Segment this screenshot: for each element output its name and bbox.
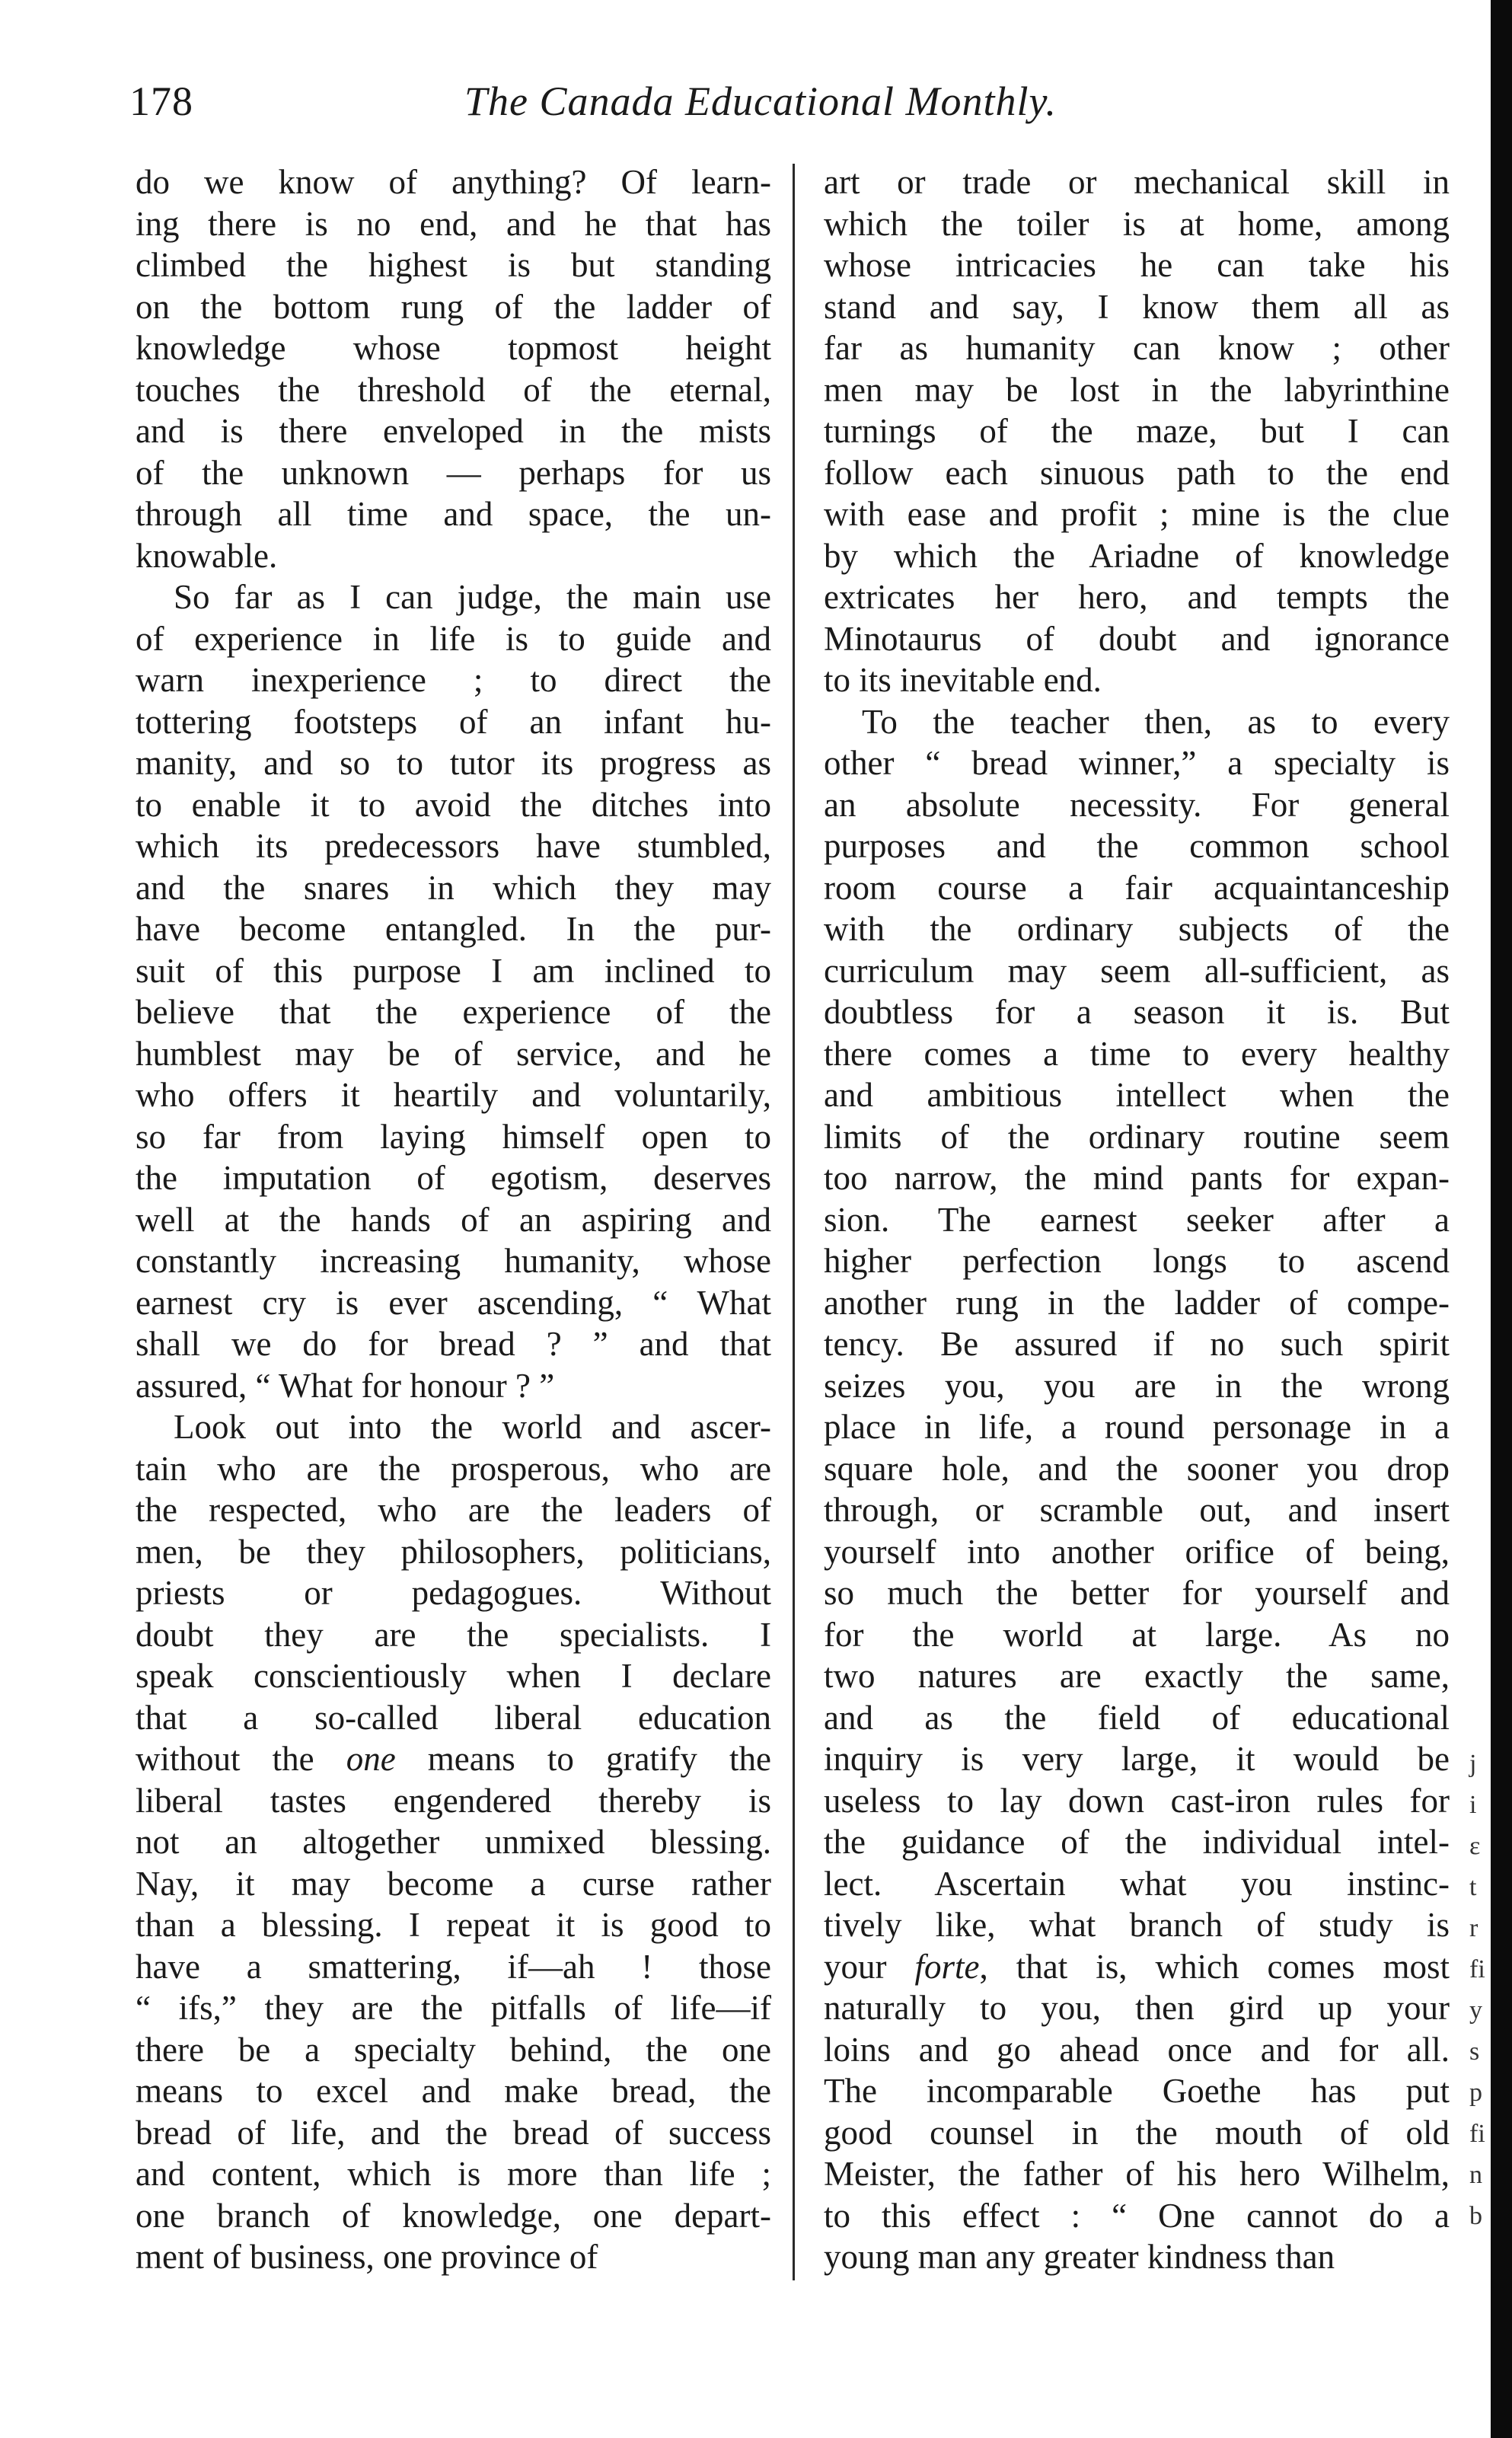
text-line: bread of life, and the bread of success xyxy=(136,2113,771,2152)
right-text-column xyxy=(824,161,1450,2278)
text-line: the imputation of egotism, deserves xyxy=(136,1159,771,1197)
text-line: seizes you, you are in the wrong xyxy=(824,1366,1450,1405)
text-line: an absolute necessity. For general xyxy=(824,785,1450,824)
text-line: limits of the ordinary routine seem xyxy=(824,1117,1450,1156)
text-line: touches the threshold of the eternal, xyxy=(136,370,771,409)
text-line: naturally to you, then gird up your xyxy=(824,1989,1450,2027)
text-line: to this effect : “ One cannot do a xyxy=(824,2196,1450,2235)
text-line: follow each sinuous path to the end xyxy=(824,453,1450,492)
text-line: curriculum may seem all-sufficient, as xyxy=(824,951,1450,990)
text-line: turnings of the maze, but I can xyxy=(824,412,1450,450)
text-line: well at the hands of an aspiring and xyxy=(136,1200,771,1239)
text-line: the respected, who are the leaders of xyxy=(136,1491,771,1529)
facing-page-fragment: fi xyxy=(1469,1955,1485,1983)
facing-page-fragment: b xyxy=(1469,2202,1482,2230)
text-line: tency. Be assured if no such spirit xyxy=(824,1325,1450,1363)
text-line: have a smattering, if—ah ! those xyxy=(136,1947,771,1986)
text-line: Look out into the world and ascer- xyxy=(174,1408,771,1446)
text-line: your forte, that is, which comes most xyxy=(824,1947,1450,1986)
text-line: Nay, it may become a curse rather xyxy=(136,1864,771,1903)
text-line: one branch of knowledge, one depart- xyxy=(136,2196,771,2235)
text-line: yourself into another orifice of being, xyxy=(824,1532,1450,1571)
text-line: so far from laying himself open to xyxy=(136,1117,771,1156)
facing-page-fragment: n xyxy=(1469,2161,1482,2189)
text-line: knowable. xyxy=(136,536,278,575)
text-line: there be a specialty behind, the one xyxy=(136,2030,771,2069)
left-text-column xyxy=(136,161,771,2278)
text-line: and ambitious intellect when the xyxy=(824,1076,1450,1114)
text-line: higher perfection longs to ascend xyxy=(824,1242,1450,1280)
text-line: for the world at large. As no xyxy=(824,1615,1450,1654)
text-line: liberal tastes engendered thereby is xyxy=(136,1781,771,1820)
text-line: lect. Ascertain what you instinc- xyxy=(824,1864,1450,1903)
text-line: Minotaurus of doubt and ignorance xyxy=(824,619,1450,658)
text-line: room course a fair acquaintanceship xyxy=(824,868,1450,907)
text-line: by which the Ariadne of knowledge xyxy=(824,536,1450,575)
text-line: sion. The earnest seeker after a xyxy=(824,1200,1450,1239)
text-line: tain who are the prosperous, who are xyxy=(136,1449,771,1488)
running-head xyxy=(129,67,1119,136)
text-line: too narrow, the mind pants for expan- xyxy=(824,1159,1450,1197)
text-line: art or trade or mechanical skill in xyxy=(824,163,1450,201)
text-line: good counsel in the mouth of old xyxy=(824,2113,1450,2152)
text-line: on the bottom rung of the ladder of xyxy=(136,287,771,326)
text-line: men may be lost in the labyrinthine xyxy=(824,370,1450,409)
text-line: that a so-called liberal education xyxy=(136,1698,771,1737)
text-line: square hole, and the sooner you drop xyxy=(824,1449,1450,1488)
text-line: knowledge whose topmost height xyxy=(136,329,771,367)
text-line: and is there enveloped in the mists xyxy=(136,412,771,450)
text-line: priests or pedagogues. Without xyxy=(136,1574,771,1612)
text-line: means to excel and make bread, the xyxy=(136,2072,771,2110)
text-line: who offers it heartily and voluntarily, xyxy=(136,1076,771,1114)
text-line: whose intricacies he can take his xyxy=(824,246,1450,284)
text-line: speak conscientiously when I declare xyxy=(136,1657,771,1695)
text-line: suit of this purpose I am inclined to xyxy=(136,951,771,990)
text-line: and content, which is more than life ; xyxy=(136,2155,771,2193)
text-line: of the unknown — perhaps for us xyxy=(136,453,771,492)
text-line: and as the field of educational xyxy=(824,1698,1450,1737)
text-line: to its inevitable end. xyxy=(824,661,1102,699)
text-line: another rung in the ladder of compe- xyxy=(824,1283,1450,1322)
text-line: other “ bread winner,” a specialty is xyxy=(824,744,1450,782)
text-line: constantly increasing humanity, whose xyxy=(136,1242,771,1280)
text-line: through, or scramble out, and insert xyxy=(824,1491,1450,1529)
facing-page-fragment: fi xyxy=(1469,2120,1485,2148)
facing-page-edge xyxy=(1469,1744,1491,2277)
text-line: doubtless for a season it is. But xyxy=(824,993,1450,1031)
text-line: extricates her hero, and tempts the xyxy=(824,578,1450,616)
text-line: and the snares in which they may xyxy=(136,868,771,907)
text-line: men, be they philosophers, politicians, xyxy=(136,1532,771,1571)
text-line: through all time and space, the un- xyxy=(136,495,771,533)
text-line: The incomparable Goethe has put xyxy=(824,2072,1450,2110)
text-line: without the one means to gratify the xyxy=(136,1740,772,1778)
text-line: with ease and profit ; mine is the clue xyxy=(824,495,1450,533)
text-line: To the teacher then, as to every xyxy=(862,702,1450,741)
text-line: than a blessing. I repeat it is good to xyxy=(136,1906,771,1944)
text-line: doubt they are the specialists. I xyxy=(136,1615,771,1654)
text-line: so much the better for yourself and xyxy=(824,1574,1450,1612)
page-number: 178 xyxy=(129,78,193,124)
facing-page-fragment: t xyxy=(1469,1873,1477,1901)
text-line: manity, and so to tutor its progress as xyxy=(136,744,771,782)
text-line: “ ifs,” they are the pitfalls of life—if xyxy=(136,1989,771,2027)
journal-title: The Canada Educational Monthly. xyxy=(464,78,1057,124)
text-line: shall we do for bread ? ” and that xyxy=(136,1325,771,1363)
facing-page-fragment: y xyxy=(1469,1996,1482,2025)
text-line: far as humanity can know ; other xyxy=(824,329,1450,367)
text-line: young man any greater kindness than xyxy=(824,2238,1335,2276)
column-divider xyxy=(793,164,795,2280)
text-line: ment of business, one province of xyxy=(136,2238,598,2276)
text-line: useless to lay down cast-iron rules for xyxy=(824,1781,1450,1820)
text-line: earnest cry is ever ascending, “ What xyxy=(136,1283,771,1322)
text-line: loins and go ahead once and for all. xyxy=(824,2030,1450,2069)
text-line: tively like, what branch of study is xyxy=(824,1906,1450,1944)
text-line: have become entangled. In the pur- xyxy=(136,910,771,948)
facing-page-fragment: ε xyxy=(1469,1832,1481,1860)
text-line: to enable it to avoid the ditches into xyxy=(136,785,771,824)
text-line: climbed the highest is but standing xyxy=(136,246,771,284)
text-line: humblest may be of service, and he xyxy=(136,1034,771,1073)
text-line: which the toiler is at home, among xyxy=(824,204,1450,243)
text-line: tottering footsteps of an infant hu- xyxy=(136,702,771,741)
text-line: not an altogether unmixed blessing. xyxy=(136,1823,771,1861)
text-line: inquiry is very large, it would be xyxy=(824,1740,1450,1778)
text-line: warn inexperience ; to direct the xyxy=(136,661,771,699)
facing-page-fragment: i xyxy=(1469,1791,1477,1819)
facing-page-fragment: s xyxy=(1469,2038,1480,2066)
facing-page-fragment: j xyxy=(1469,1750,1477,1778)
text-line: ing there is no end, and he that has xyxy=(136,204,771,243)
text-line: there comes a time to every healthy xyxy=(824,1034,1450,1073)
text-line: two natures are exactly the same, xyxy=(824,1657,1450,1695)
text-line: which its predecessors have stumbled, xyxy=(136,827,771,865)
text-line: place in life, a round personage in a xyxy=(824,1408,1450,1446)
text-line: with the ordinary subjects of the xyxy=(824,910,1450,948)
text-line: of experience in life is to guide and xyxy=(136,619,771,658)
text-line: believe that the experience of the xyxy=(136,993,771,1031)
text-line: Meister, the father of his hero Wilhelm, xyxy=(824,2155,1450,2193)
text-line: assured, “ What for honour ? ” xyxy=(136,1366,555,1405)
text-line: So far as I can judge, the main use xyxy=(174,578,771,616)
binding-shadow xyxy=(1491,0,1512,2438)
text-line: do we know of anything? Of learn- xyxy=(136,163,771,201)
text-line: stand and say, I know them all as xyxy=(824,287,1450,326)
text-line: purposes and the common school xyxy=(824,827,1450,865)
facing-page-fragment: r xyxy=(1469,1914,1479,1942)
facing-page-fragment: p xyxy=(1469,2079,1482,2107)
text-line: the guidance of the individual intel- xyxy=(824,1823,1450,1861)
